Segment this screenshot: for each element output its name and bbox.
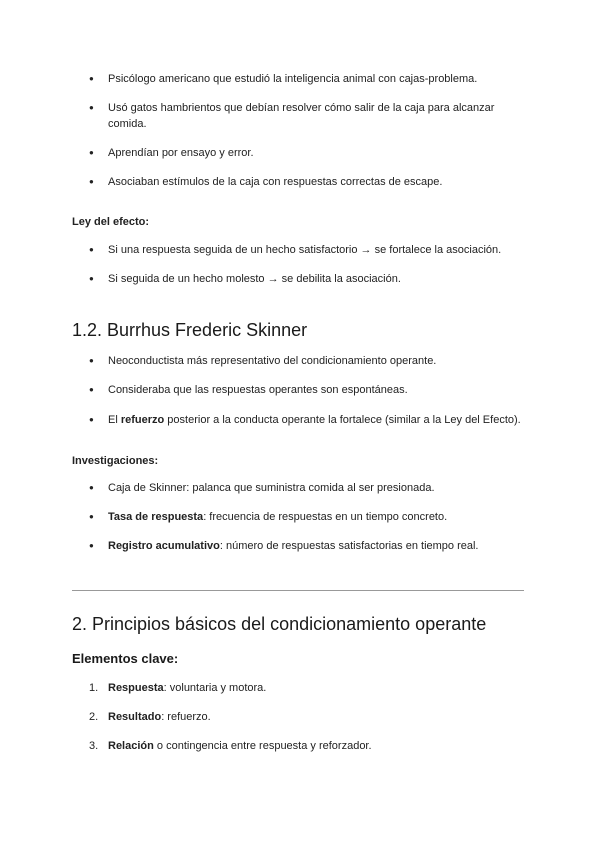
list-item [108, 538, 528, 554]
list-item: ● Usó gatos hambrientos que debían resolver cómo salir de la caja para alcanzar comida. [108, 100, 528, 132]
list-item [108, 480, 528, 496]
law-of-effect-label: Ley del efecto: [72, 216, 150, 228]
list-item [108, 509, 528, 525]
bold-term: Resultado [108, 711, 162, 723]
horizontal-divider [72, 590, 524, 591]
list-item: ● Consideraba que las respuestas operantes son espontáneas. [108, 382, 528, 398]
list-number: 2. [89, 711, 99, 723]
text-span: : frecuencia de respuestas en un tiempo concreto. [203, 511, 448, 523]
list-item: ● Psicólogo americano que estudió la inteligencia animal con cajas-problema. [108, 71, 528, 87]
bold-term: refuerzo [120, 414, 165, 426]
skinner-heading: 1.2. Burrhus Frederic Skinner [72, 320, 308, 340]
list-item: ● Si una respuesta seguida de un hecho satisfactorio → se fortalece la asociación. [108, 242, 528, 258]
list-item: ● Neoconductista más representativo del condicionamiento operante. [108, 353, 528, 369]
list-item: ● Si seguida de un hecho molesto → se debilita la asociación. [108, 271, 528, 287]
key-elements-subheading: Elementos clave: [72, 651, 179, 666]
text-span: o contingencia entre respuesta y reforzador. [153, 740, 372, 752]
bold-term: Relación [108, 740, 154, 752]
text-span: : refuerzo. [161, 711, 211, 723]
list-item [108, 412, 528, 428]
list-number: 1. [89, 682, 99, 694]
list-number: 3. [89, 740, 99, 752]
list-item [89, 680, 528, 696]
list-item: ● Aprendían por ensayo y error. [108, 145, 528, 161]
text-span: El [108, 414, 121, 426]
text-span: : número de respuestas satisfactorias en tiempo real. [219, 540, 479, 552]
bold-term: Tasa de respuesta [108, 511, 204, 523]
research-label: Investigaciones: [72, 455, 159, 467]
text-span: Caja de Skinner: palanca que suministra comida al ser presionada. [108, 482, 435, 494]
list-item [89, 709, 528, 725]
principles-heading: 2. Principios básicos del condicionamiento operante [72, 614, 487, 634]
bold-term: Respuesta [108, 682, 164, 694]
bold-term: Registro acumulativo [108, 540, 220, 552]
list-item [89, 738, 528, 754]
text-span: : voluntaria y motora. [163, 682, 267, 694]
text-span: posterior a la conducta operante la fortalece (similar a la Ley del Efecto). [164, 414, 521, 426]
list-item: ● Asociaban estímulos de la caja con respuestas correctas de escape. [108, 174, 528, 190]
